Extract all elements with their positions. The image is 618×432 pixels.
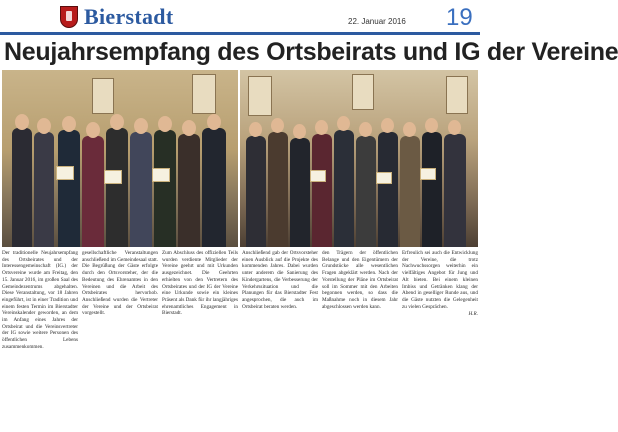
masthead-rule — [0, 32, 480, 35]
article-body — [2, 250, 478, 430]
author-signature: H.R. — [468, 311, 478, 318]
coat-of-arms-icon — [60, 6, 78, 28]
group-photo-right — [240, 70, 478, 247]
group-photo-left — [2, 70, 238, 247]
page-number: 19 — [446, 4, 473, 31]
article-column: den Trägern der öffentlichen Belange und den Eigentümern der Grundstücke alle wesentlichen Fragen abgeklärt werden. Nach der Vorstellung der Pläne im Ortsbeirat soll im Sommer mit den Arbeiten begonnen werden, so dass die Maßnahme noch in diesem Jahr abgeschlossen werden kann. — [322, 250, 398, 310]
place-name: Bierstadt — [84, 4, 174, 29]
masthead — [0, 0, 480, 38]
issue-date: 22. Januar 2016 — [348, 17, 406, 26]
article-column: Erfreulich sei auch die Entwicklung der Vereine, die trotz Nachwuchssorgen weiterhin ein vielfältiges Angebot für Jung und Alt bieten. Bei einem kleinen Imbiss und Getränken klang der Abend in geselliger Runde aus, und die Gäste nutzten die Gelegenheit zu vielen Gesprächen. H.R. — [402, 250, 478, 318]
article-column: Der traditionelle Neujahrsempfang des Ortsbeirates und der Interessengemeinschaft (IG.) der Ortsvereine wurde am Freitag, den 15. Januar 2016, im großen Saal des Gemeindezentrums abgehalten. Diese Veranstaltung, vor 18 Jahren eingeführt, ist in einer Tradition und einem festen Termin im Bierstadter Vereinskalender geworden, an dem im Anfang eines Jahres der Ortsbeirat und die Vereinsvertreter der IG sowie weitere Personen des öffentlichen Lebens zusammenkommen. — [2, 250, 78, 350]
article-column: gesellschaftliche Veranstaltungen anschließend im Gemeindesaal statt. Die Begrüßung der Gäste erfolgte durch den Ortsvorsteher, der die Bedeutung des Ehrenamtes in den Vereinen und die Arbeit des Ortsbeirates hervorhob. Anschließend wurden die Vertreter der Vereine und der Ortsbeirat vorgestellt. — [82, 250, 158, 317]
article-headline: Neujahrsempfang des Ortsbeirats und IG der Vereine — [4, 38, 618, 66]
article-column: Zum Abschluss des offiziellen Teils wurden verdiente Mitglieder der Vereine geehrt und mit Urkunden ausgezeichnet. Die Geehrten erhielten von den Vertretern des Ortsbeirates und der IG der Vereine eine Urkunde sowie ein kleines Präsent als Dank für ihr langjähriges ehrenamtliches Engagement in Bierstadt. — [162, 250, 238, 317]
article-column: Anschließend gab der Ortsvorsteher einen Ausblick auf die Projekte des kommenden Jahres. Dabei wurden unter anderem die Sanierung des Kindergartens, die Verbesserung der Verkehrssituation und die Planungen für das Bierstadter Fest angesprochen, die auch im Ortsbeirat beraten werden. — [242, 250, 318, 310]
